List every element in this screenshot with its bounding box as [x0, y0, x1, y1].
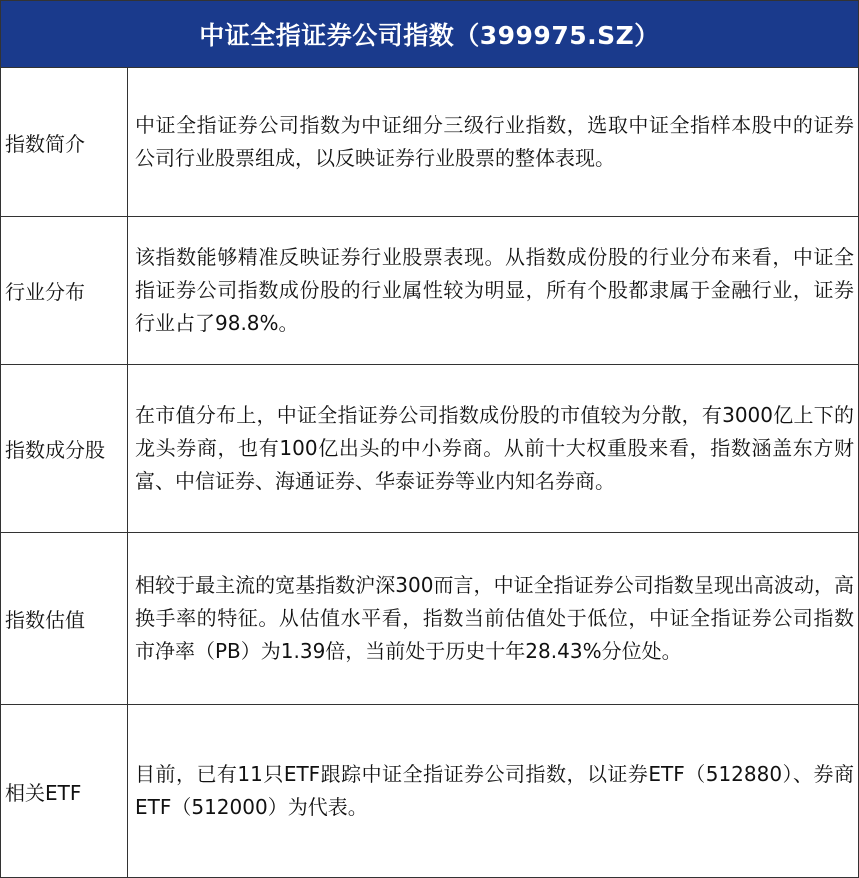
table-row-valuation: [1, 533, 858, 705]
row-label: 指数估值: [1, 533, 128, 704]
row-label: 行业分布: [1, 217, 128, 364]
row-label: 指数简介: [1, 68, 128, 216]
row-text: 在市值分布上，中证全指证券公司指数成份股的市值较为分散，有3000亿上下的龙头券商，也有100亿出头的中小券商。从前十大权重股来看，指数涵盖东方财富、中信证券、海通证券、华泰证券等业内知名券商。: [135, 403, 854, 493]
table-row-etf: [1, 705, 858, 877]
table-row-intro: [1, 68, 858, 217]
table-row-industry: [1, 217, 858, 365]
row-text: 相较于最主流的宽基指数沪深300而言，中证全指证券公司指数呈现出高波动，高换手率的特征。从估值水平看，指数当前估值处于低位，中证全指证券公司指数市净率（PB）为1.39倍，当前处于历史十年28.43%分位处。: [135, 573, 854, 663]
row-label: 相关ETF: [1, 705, 128, 877]
row-label: 指数成分股: [1, 365, 128, 532]
row-content: [129, 217, 858, 364]
row-content: [129, 365, 858, 532]
table-title: 中证全指证券公司指数（399975.SZ）: [1, 1, 858, 68]
row-text: 目前，已有11只ETF跟踪中证全指证券公司指数，以证券ETF（512880）、券商ETF（512000）为代表。: [135, 762, 854, 819]
row-content: [129, 705, 858, 877]
row-text: 该指数能够精准反映证券行业股票表现。从指数成份股的行业分布来看，中证全指证券公司指数成份股的行业属性较为明显，所有个股都隶属于金融行业，证券行业占了98.8%。: [135, 245, 854, 335]
row-text: 中证全指证券公司指数为中证细分三级行业指数，选取中证全指样本股中的证券公司行业股票组成，以反映证券行业股票的整体表现。: [135, 113, 854, 170]
row-content: [129, 68, 858, 216]
row-content: [129, 533, 858, 704]
table-row-constituents: [1, 365, 858, 533]
